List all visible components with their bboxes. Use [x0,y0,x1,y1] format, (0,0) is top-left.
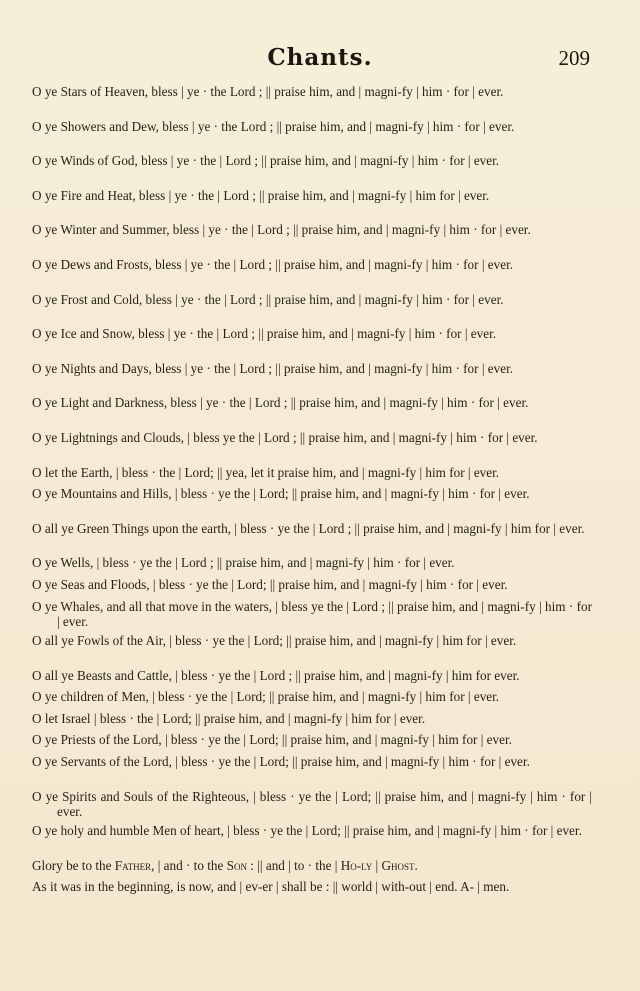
page-number: 209 [558,46,590,70]
page-header [0,44,640,78]
verse-12: O let the Earth, | bless · the | Lord; || yea, let it praise him, and | magni-fy | him for | ever. [32,464,500,480]
verse-7: O ye Frost and Cold, bless | ye · the | Lord ; || praise him, and | magni-fy | him · for | ever. [32,291,504,307]
gloria-verse: Glory be to the Father, | and · to the Son : || and | to · the | Ho-ly | Ghost. [32,857,418,873]
verse-17: O ye Whales, and all that move in the waters, | bless ye the | Lord ; || praise him, and | magni-fy | him · for | ever. [32,598,592,629]
verse-25: O ye holy and humble Men of heart, | bless · ye the | Lord; || praise him, and | magni-fy | him · for | ever. [32,823,582,839]
verse-9: O ye Nights and Days, bless | ye · the | Lord ; || praise him, and | magni-fy | him · for | ever. [32,360,514,376]
verse-2: O ye Showers and Dew, bless | ye · the Lord ; || praise him, and | magni-fy | him · for | ever. [32,118,515,134]
holy-word: Ho-ly [340,857,373,873]
chant-verses [32,84,592,914]
verse-20: O ye children of Men, | bless · ye the | Lord; || praise him, and | magni-fy | him for | ever. [32,689,500,705]
verse-15: O ye Wells, | bless · ye the | Lord ; || praise him, and | magni-fy | him · for | ever. [32,555,455,571]
father-word: Father [114,857,152,873]
verse-3: O ye Winds of God, bless | ye · the | Lord ; || praise him, and | magni-fy | him · for | ever. [32,153,500,169]
verse-4: O ye Fire and Heat, bless | ye · the | Lord ; || praise him, and | magni-fy | him for | ever. [32,187,490,203]
page-title: Chants. [267,44,373,71]
verse-5: O ye Winter and Summer, bless | ye · the | Lord ; || praise him, and | magni-fy | him · for | ever. [32,222,531,238]
verse-11: O ye Lightnings and Clouds, | bless ye the | Lord ; || praise him, and | magni-fy | him · for | ever. [32,429,538,445]
verse-13: O ye Mountains and Hills, | bless · ye the | Lord; || praise him, and | magni-fy | him · for | ever. [32,486,530,502]
verse-10: O ye Light and Darkness, bless | ye · the | Lord ; || praise him, and | magni-fy | him · for | ever. [32,395,529,411]
verse-14: O all ye Green Things upon the earth, | bless · ye the | Lord ; || praise him, and | magni-fy | him for | ever. [32,520,585,536]
verse-1: O ye Stars of Heaven, bless | ye · the Lord ; || praise him, and | magni-fy | him · for | ever. [32,84,504,99]
verse-22: O ye Priests of the Lord, | bless · ye the | Lord; || praise him, and | magni-fy | him for | ever. [32,732,512,748]
verse-21: O let Israel | bless · the | Lord; || praise him, and | magni-fy | him for | ever. [32,710,426,726]
verse-23: O ye Servants of the Lord, | bless · ye the | Lord; || praise him, and | magni-fy | him · for | ever. [32,754,530,770]
verse-16: O ye Seas and Floods, | bless · ye the | Lord; || praise him, and | magni-fy | him · for | ever. [32,576,508,592]
verse-6: O ye Dews and Frosts, bless | ye · the | Lord ; || praise him, and | magni-fy | him · for | ever. [32,256,514,272]
verse-24: O ye Spirits and Souls of the Righteous, | bless · ye the | Lord; || praise him, and | magni-fy | him · for | ever. [32,788,592,819]
son-word: Son [226,857,247,873]
amen-verse: As it was in the beginning, is now, and | ev-er | shall be : || world | with-out | end. A- | men. [32,879,510,895]
verse-19: O all ye Beasts and Cattle, | bless · ye the | Lord ; || praise him, and | magni-fy | him for ever. [32,667,520,683]
ghost-word: Ghost [381,857,415,873]
verse-8: O ye Ice and Snow, bless | ye · the | Lord ; || praise him, and | magni-fy | him · for | ever. [32,326,497,342]
verse-18: O all ye Fowls of the Air, | bless · ye the | Lord; || praise him, and | magni-fy | him for | ever. [32,633,517,649]
